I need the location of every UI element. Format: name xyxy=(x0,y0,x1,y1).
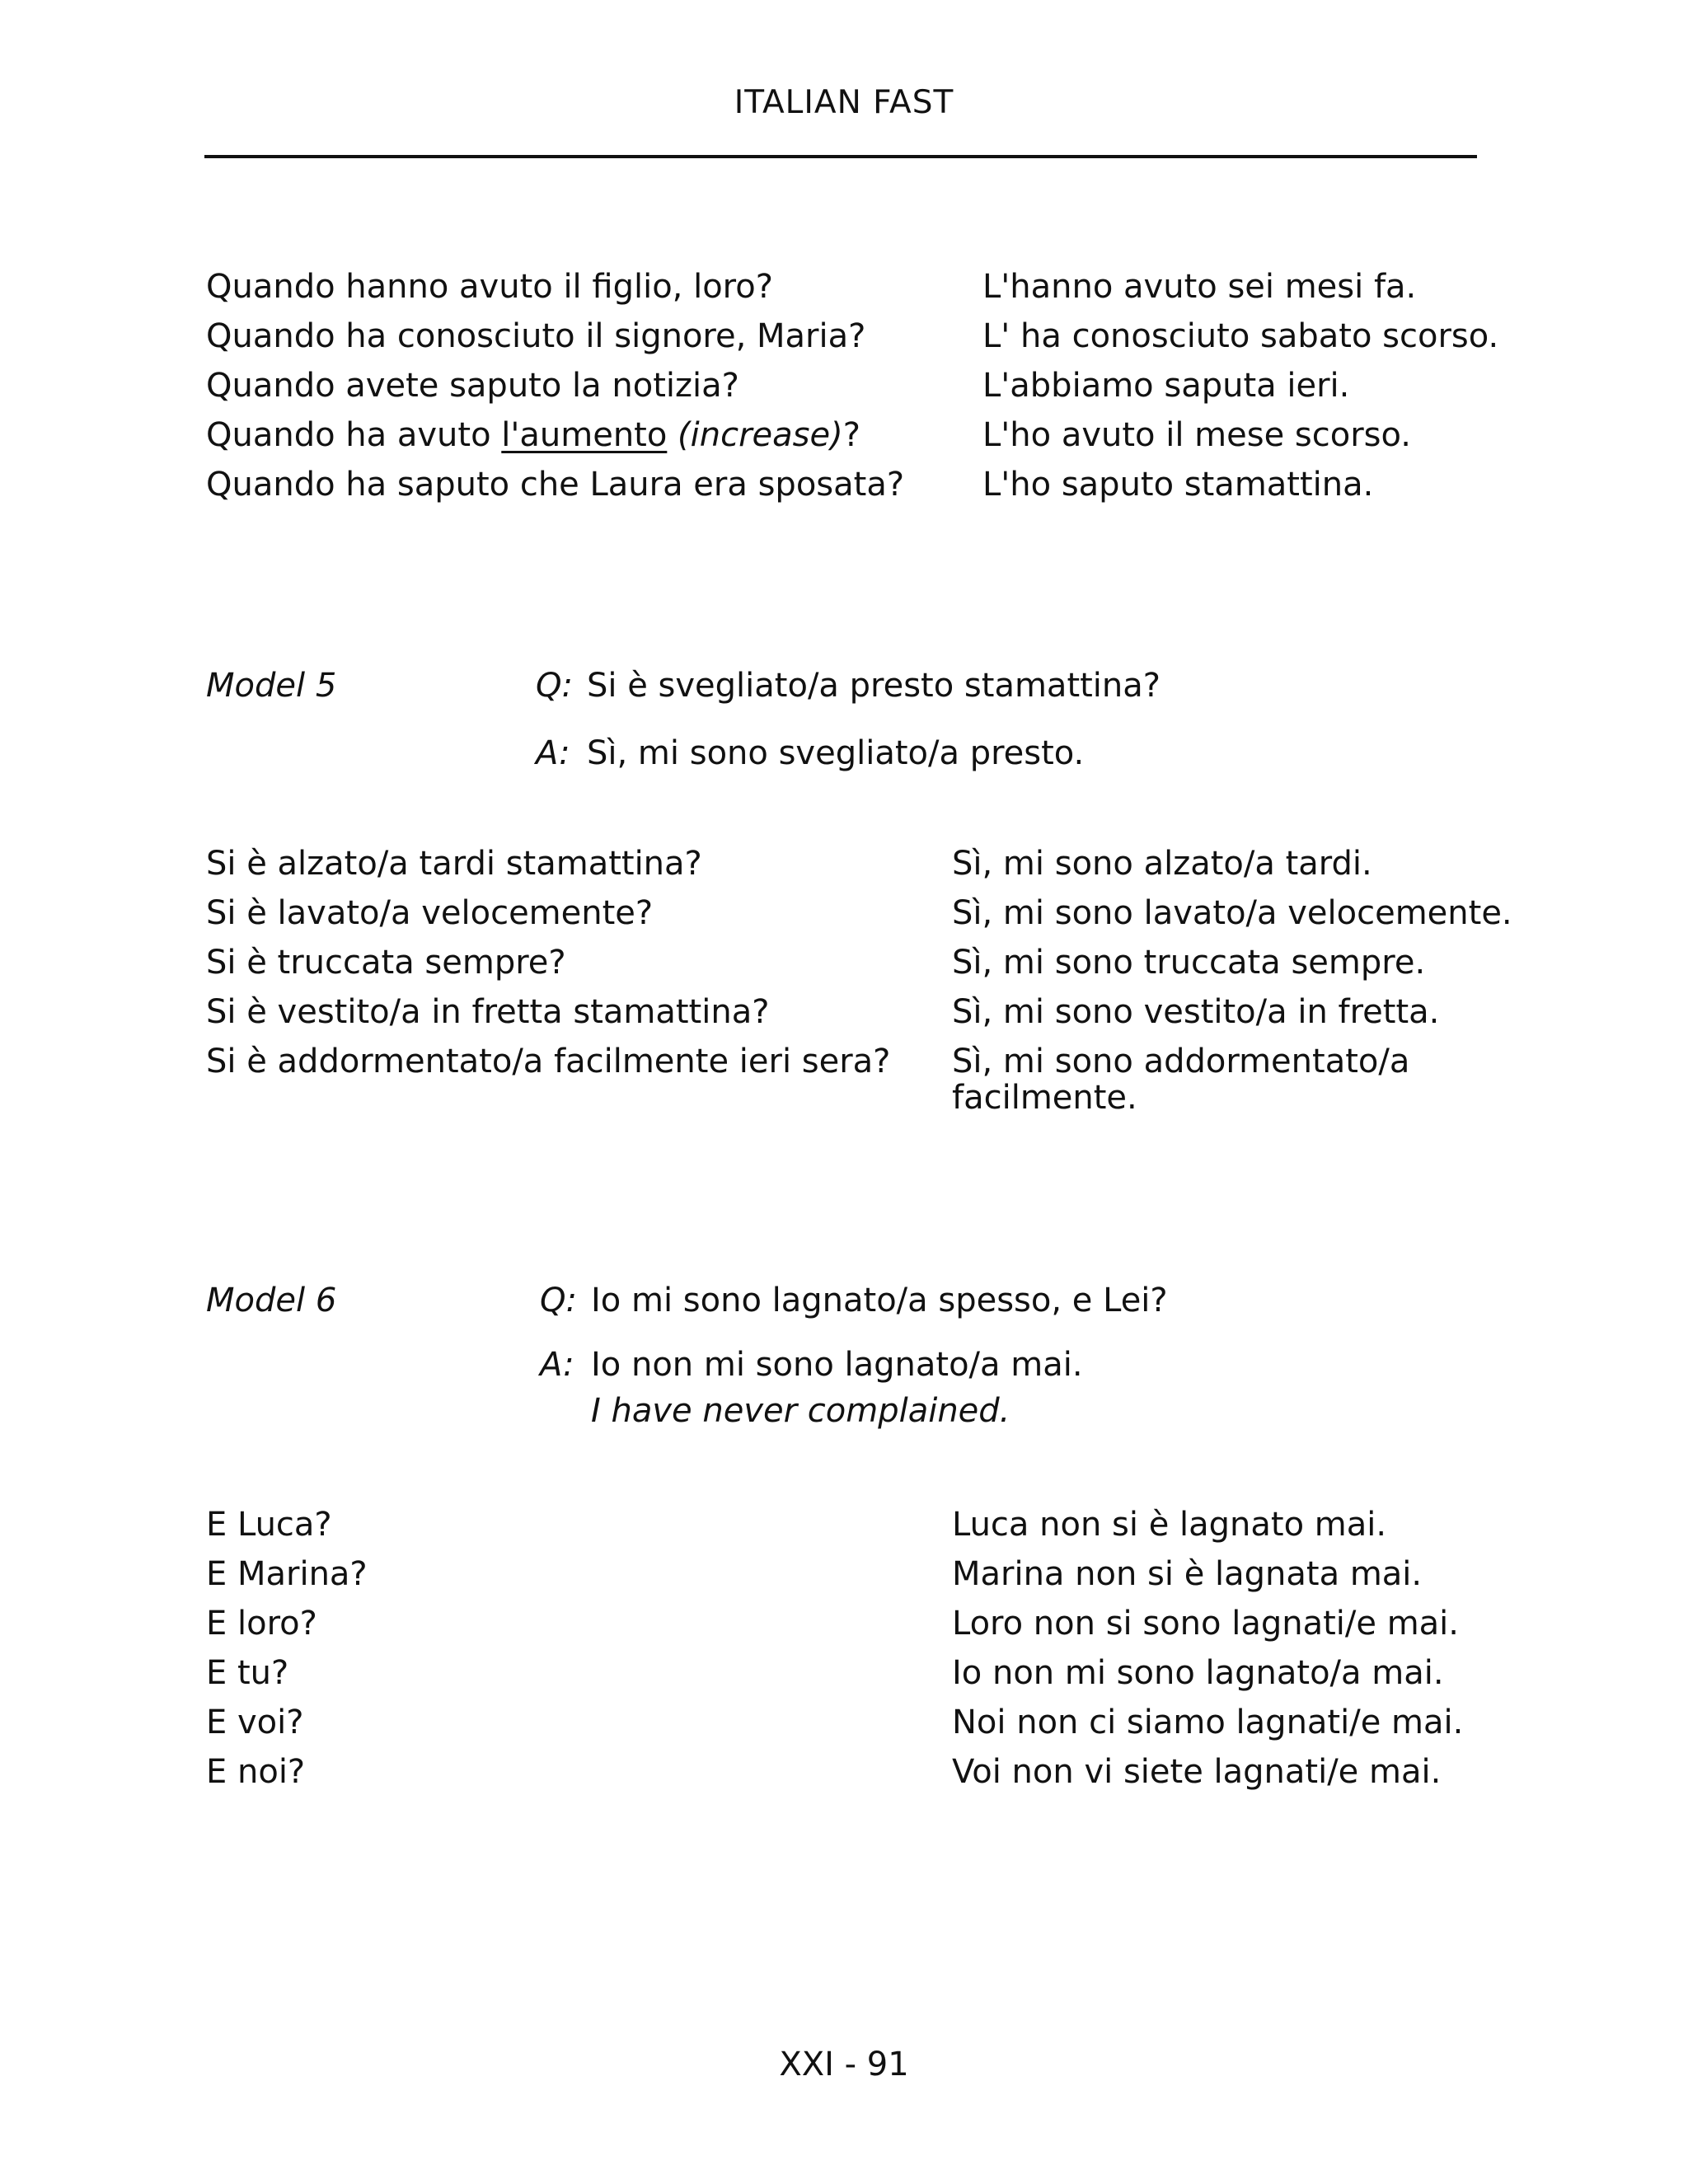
underlined-word: l'aumento xyxy=(501,416,668,454)
model-answer: Sì, mi sono svegliato/a presto. xyxy=(587,734,1085,772)
gloss-text: (increase) xyxy=(678,416,843,454)
drill-question: E noi? xyxy=(206,1753,306,1791)
model-answer: Io non mi sono lagnato/a mai. xyxy=(591,1346,1083,1384)
model-answer-translation: I have never complained. xyxy=(591,1392,1010,1430)
drill-answer: L'abbiamo saputa ieri. xyxy=(982,367,1350,405)
drill-answer: Sì, mi sono alzato/a tardi. xyxy=(952,845,1372,883)
model-label: Model 6 xyxy=(206,1282,337,1319)
drill-answer: L'ho avuto il mese scorso. xyxy=(982,416,1411,454)
drill-answer: L'ho saputo stamattina. xyxy=(982,466,1374,504)
drill-question: Quando ha saputo che Laura era sposata? xyxy=(206,466,905,504)
drill-answer: Sì, mi sono vestito/a in fretta. xyxy=(952,993,1440,1031)
drill-answer: Marina non si è lagnata mai. xyxy=(952,1555,1423,1593)
drill-answer: Noi non ci siamo lagnati/e mai. xyxy=(952,1704,1464,1741)
header-divider xyxy=(204,155,1477,158)
drill-question: Quando avete saputo la notizia? xyxy=(206,367,739,405)
drill-answer: Sì, mi sono addormentato/a facilmente. xyxy=(952,1043,1410,1117)
drill-answer: L' ha conosciuto sabato scorso. xyxy=(982,317,1499,355)
model-question: Io mi sono lagnato/a spesso, e Lei? xyxy=(591,1282,1168,1319)
drill-question: E Luca? xyxy=(206,1506,332,1544)
drill-answer: Voi non vi siete lagnati/e mai. xyxy=(952,1753,1442,1791)
drill-answer: Loro non si sono lagnati/e mai. xyxy=(952,1605,1459,1643)
drill-question: Si è addormentato/a facilmente ieri sera? xyxy=(206,1043,891,1080)
page-number: XXI - 91 xyxy=(779,2046,909,2083)
drill-question: Si è truccata sempre? xyxy=(206,944,566,982)
drill-question: E loro? xyxy=(206,1605,317,1643)
question-tag: Q: xyxy=(536,667,573,705)
question-mark: ? xyxy=(842,416,860,454)
model-label: Model 5 xyxy=(206,667,337,705)
drill-question: Si è alzato/a tardi stamattina? xyxy=(206,845,702,883)
drill-answer: Io non mi sono lagnato/a mai. xyxy=(952,1654,1444,1692)
drill-question: E Marina? xyxy=(206,1555,368,1593)
drill-answer: Sì, mi sono truccata sempre. xyxy=(952,944,1426,982)
model-question: Si è svegliato/a presto stamattina? xyxy=(587,667,1161,705)
question-tag: Q: xyxy=(540,1282,577,1319)
drill-answer: L'hanno avuto sei mesi fa. xyxy=(982,268,1417,306)
drill-question: Quando hanno avuto il figlio, loro? xyxy=(206,268,773,306)
answer-tag: A: xyxy=(540,1346,574,1384)
drill-question: E voi? xyxy=(206,1704,304,1741)
drill-question xyxy=(206,410,860,460)
question-text: Quando ha avuto xyxy=(206,416,502,454)
page-header-title: ITALIAN FAST xyxy=(734,84,954,121)
drill-question: Si è lavato/a velocemente? xyxy=(206,894,654,932)
drill-question: Si è vestito/a in fretta stamattina? xyxy=(206,993,770,1031)
space xyxy=(667,416,678,454)
drill-answer: Sì, mi sono lavato/a velocemente. xyxy=(952,894,1512,932)
drill-answer: Luca non si è lagnato mai. xyxy=(952,1506,1387,1544)
drill-question: E tu? xyxy=(206,1654,289,1692)
answer-tag: A: xyxy=(536,734,570,772)
drill-question: Quando ha conosciuto il signore, Maria? xyxy=(206,317,866,355)
